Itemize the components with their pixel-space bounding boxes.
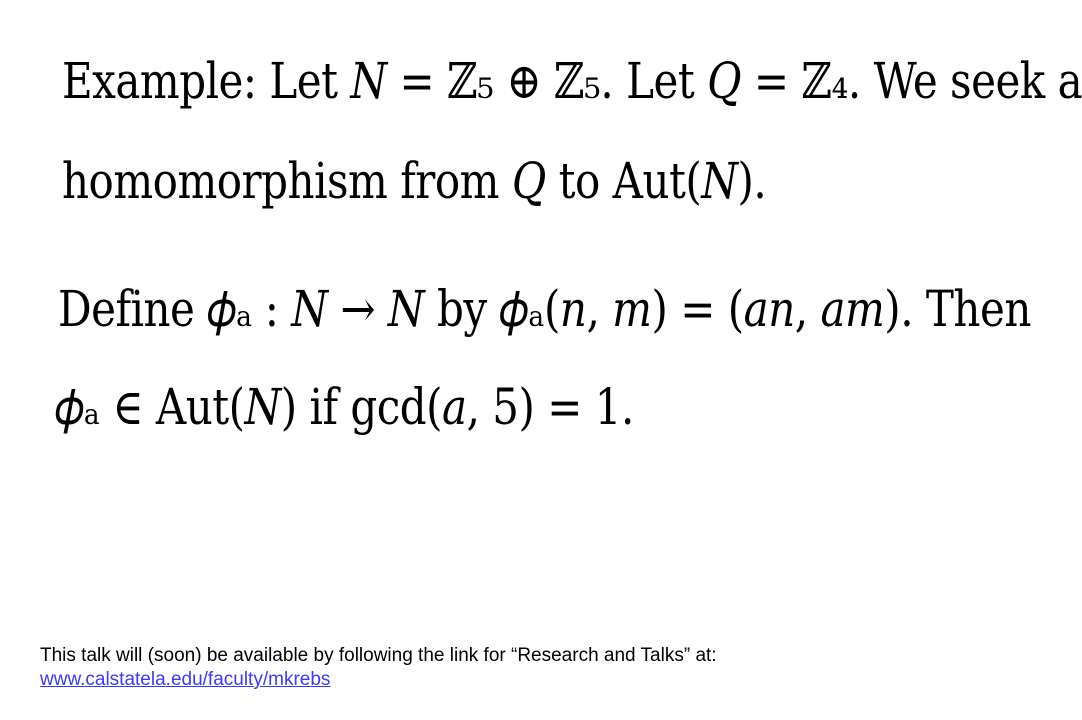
- footer-note: [40, 644, 920, 692]
- math-line-homomorphism: homomorphism from 𝑄 to Aut(𝑁).: [62, 152, 767, 210]
- math-line-define: Define 𝜙ₐ : 𝑁 → 𝑁 by 𝜙ₐ(𝑛, 𝑚) = (𝑎𝑛, 𝑎𝑚). Then: [58, 280, 1031, 338]
- faculty-link[interactable]: www.calstatela.edu/faculty/mkrebs: [40, 669, 331, 690]
- footer-text: This talk will (soon) be available by following the link for “Research and Talks” at:: [40, 645, 717, 666]
- math-line-example: Example: Let 𝑁 = ℤ₅ ⊕ ℤ₅. Let 𝑄 = ℤ₄. We seek a: [62, 52, 1082, 110]
- math-line-condition: 𝜙ₐ ∈ Aut(𝑁) if gcd(𝑎, 5) = 1.: [55, 378, 634, 436]
